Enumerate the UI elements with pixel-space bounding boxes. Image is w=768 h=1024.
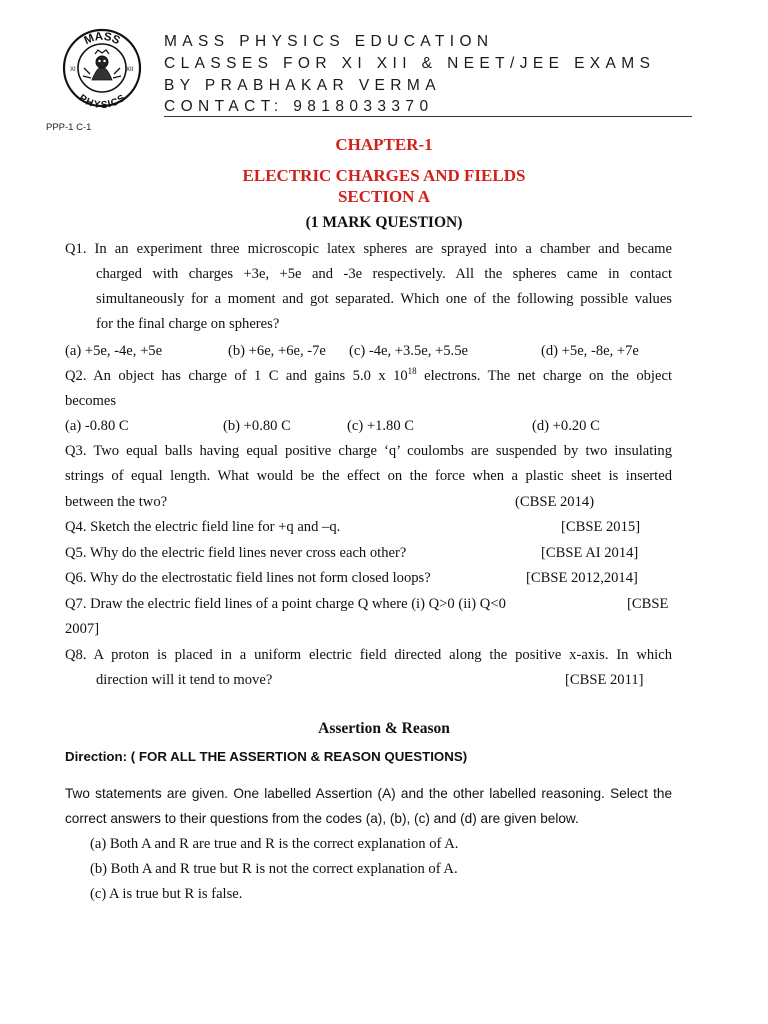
q4-reference: [CBSE 2015]: [561, 519, 641, 535]
q8-line-2: direction will it tend to move?: [96, 672, 273, 688]
q1-option-c: (c) -4e, +3.5e, +5.5e: [349, 343, 468, 359]
logo-bottom-text: PHYSICS: [76, 92, 128, 108]
q2-option-c: (c) +1.80 C: [347, 418, 414, 434]
ar-code-c: (c) A is true but R is false.: [90, 886, 243, 902]
q2-exponent: 18: [407, 366, 417, 376]
ar-intro-line-1: Two statements are given. One labelled Assertion (A) and the other labelled reasoning. Select the: [65, 786, 672, 801]
paper-code: PPP-1 C-1: [46, 122, 92, 133]
q7-reference: [CBSE: [627, 596, 669, 612]
section-title: SECTION A: [337, 187, 431, 206]
logo-right-text: XII: [126, 67, 134, 73]
header-classes: CLASSES FOR XI XII & NEET/JEE EXAMS: [164, 55, 656, 72]
header-title: MASS PHYSICS EDUCATION: [164, 33, 494, 50]
ar-code-a: (a) Both A and R are true and R is the correct explanation of A.: [90, 836, 459, 852]
logo-left-text: XI: [70, 67, 76, 73]
assertion-reason-heading: Assertion & Reason: [318, 720, 450, 737]
q5-reference: [CBSE AI 2014]: [541, 545, 639, 561]
q3-line-1: Q3. Two equal balls having equal positive charge ‘q’ coulombs are suspended by two insulating: [65, 443, 672, 459]
q1-line-1: Q1. In an experiment three microscopic latex spheres are sprayed into a chamber and became: [65, 241, 672, 257]
q8-line-1: Q8. A proton is placed in a uniform electric field directed along the positive x-axis. In which: [65, 647, 672, 663]
q2-line-1-text: Q2. An object has charge of 1 C and gains 5.0 x 10: [65, 368, 408, 384]
q7-line-2: 2007]: [65, 621, 100, 637]
q1-option-b: (b) +6e, +6e, -7e: [228, 343, 326, 359]
q2-line-1-rest: electrons. The net charge on the object: [416, 368, 672, 384]
header-contact: CONTACT: 9818033370: [164, 98, 434, 115]
q3-line-2: strings of equal length. What would be the effect on the force when a plastic sheet is inserted: [65, 468, 672, 484]
q8-reference: [CBSE 2011]: [565, 672, 644, 688]
q4-text: Q4. Sketch the electric field line for +q and –q.: [65, 519, 341, 535]
q2-option-b: (b) +0.80 C: [223, 418, 291, 434]
q6-text: Q6. Why do the electrostatic field lines not form closed loops?: [65, 570, 431, 586]
direction-line: [65, 749, 467, 764]
chapter-title: CHAPTER-1: [335, 135, 433, 154]
mass-physics-logo: [62, 28, 142, 108]
topic-title: ELECTRIC CHARGES AND FIELDS: [242, 166, 526, 185]
q2-option-a: (a) -0.80 C: [65, 418, 129, 434]
ar-intro-line-2: correct answers to their questions from the codes (a), (b), (c) and (d) are given below.: [65, 811, 579, 826]
header-author: BY PRABHAKAR VERMA: [164, 77, 441, 94]
q3-reference: (CBSE 2014): [515, 494, 595, 510]
q7-text: Q7. Draw the electric field lines of a point charge Q where (i) Q>0 (ii) Q<0: [65, 596, 506, 612]
header-divider: [164, 116, 692, 117]
q2-option-d: (d) +0.20 C: [532, 418, 600, 434]
q1-option-d: (d) +5e, -8e, +7e: [541, 343, 639, 359]
q6-reference: [CBSE 2012,2014]: [526, 570, 638, 586]
logo-top-text: MASS: [82, 30, 122, 48]
marks-heading: (1 MARK QUESTION): [305, 214, 463, 231]
direction-text: ( FOR ALL THE ASSERTION & REASON QUESTIONS): [127, 749, 468, 764]
q2-line-2: becomes: [65, 393, 117, 409]
q5-text: Q5. Why do the electric field lines never cross each other?: [65, 545, 407, 561]
q1-line-3: simultaneously for a moment and got separated. Which one of the following possible values: [96, 291, 672, 307]
ar-code-b: (b) Both A and R true but R is not the correct explanation of A.: [90, 861, 458, 877]
q1-option-a: (a) +5e, -4e, +5e: [65, 343, 163, 359]
q2-line-1: [65, 368, 672, 385]
q1-line-4: for the final charge on spheres?: [96, 316, 280, 332]
direction-label: Direction:: [65, 749, 128, 764]
q3-line-3: between the two?: [65, 494, 168, 510]
q1-line-2: charged with charges +3e, +5e and -3e respectively. All the spheres came in contact: [96, 266, 672, 282]
